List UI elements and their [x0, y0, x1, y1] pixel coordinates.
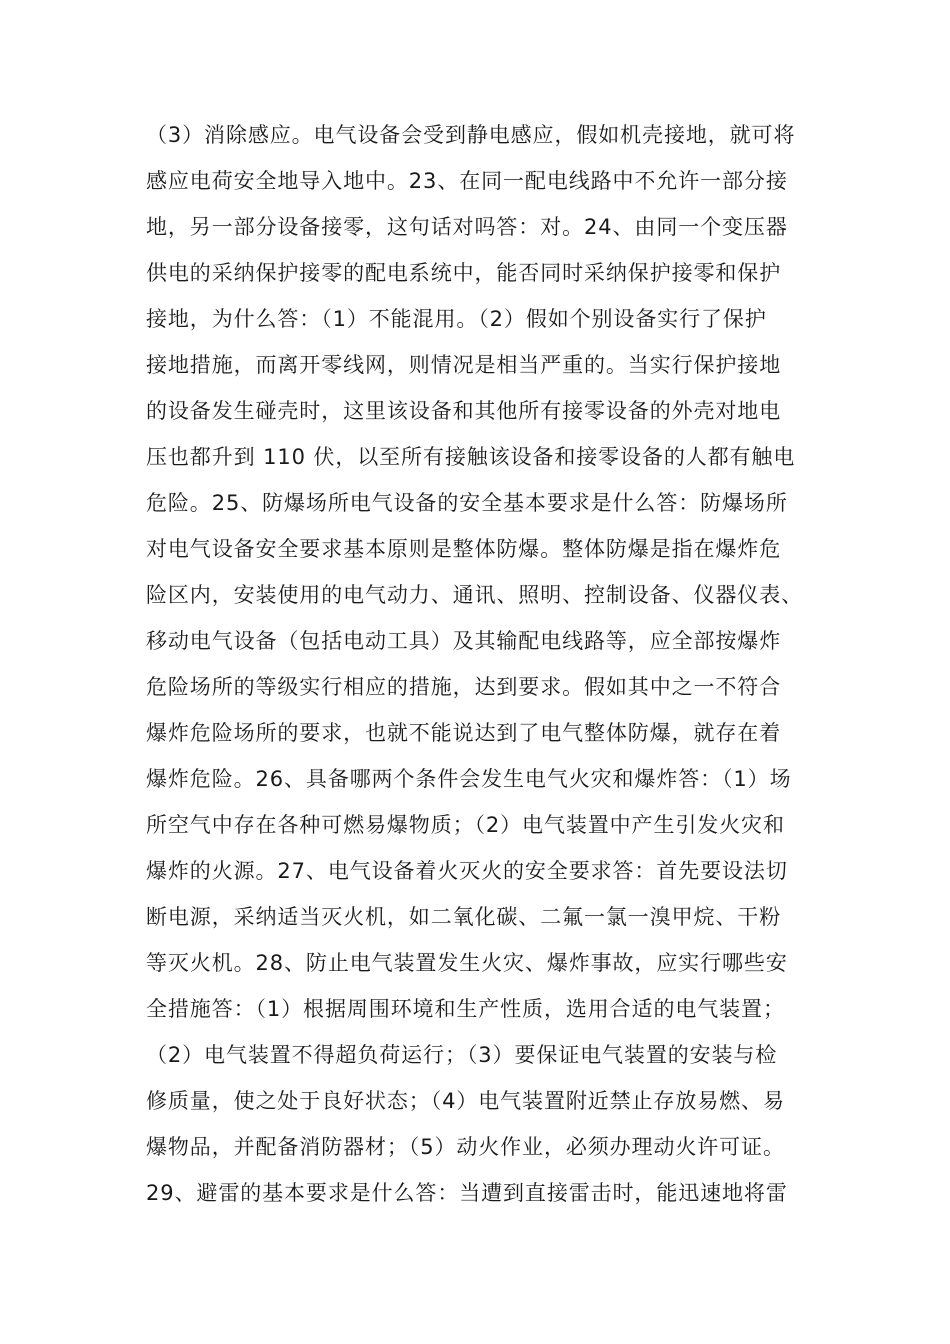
text-line-20: 全措施答：（1）根据周围环境和生产性质，选用合适的电气装置； — [146, 997, 785, 1021]
text-line-14: 爆炸危险场所的要求，也就不能说达到了电气整体防爆，就存在着 — [146, 721, 782, 745]
text-line-9: 危险。25、防爆场所电气设备的安全基本要求是什么答：防爆场所 — [146, 491, 788, 515]
text-line-18: 断电源，采纳适当灭火机，如二氧化碳、二氟一氯一溴甲烷、干粉 — [146, 905, 782, 929]
text-line-8: 压也都升到 110 伏，以至所有接触该设备和接零设备的人都有触电 — [146, 445, 796, 469]
text-line-17: 爆炸的火源。27、电气设备着火灭火的安全要求答：首先要设法切 — [146, 859, 788, 883]
text-line-4: 供电的采纳保护接零的配电系统中，能否同时采纳保护接零和保护 — [146, 261, 782, 285]
text-line-3: 地，另一部分设备接零，这句话对吗答：对。24、由同一个变压器 — [146, 215, 788, 239]
text-line-11: 险区内，安装使用的电气动力、通讯、照明、控制设备、仪器仪表、 — [146, 583, 803, 607]
text-line-22: 修质量，使之处于良好状态；（4）电气装置附近禁止存放易燃、易 — [146, 1089, 785, 1113]
text-line-5: 接地，为什么答：（1）不能混用。（2）假如个别设备实行了保护 — [146, 307, 767, 331]
text-line-21: （2）电气装置不得超负荷运行；（3）要保证电气装置的安装与检 — [146, 1043, 778, 1067]
text-line-10: 对电气设备安全要求基本原则是整体防爆。整体防爆是指在爆炸危 — [146, 537, 782, 561]
text-line-15: 爆炸危险。26、具备哪两个条件会发生电气火灾和爆炸答：（1）场 — [146, 767, 792, 791]
body-text — [146, 112, 826, 1216]
text-line-24: 29、避雷的基本要求是什么答：当遭到直接雷击时，能迅速地将雷 — [146, 1181, 788, 1205]
text-line-13: 危险场所的等级实行相应的措施，达到要求。假如其中之一不符合 — [146, 675, 782, 699]
text-line-16: 所空气中存在各种可燃易爆物质；（2）电气装置中产生引发火灾和 — [146, 813, 785, 837]
text-line-1: （3）消除感应。电气设备会受到静电感应，假如机壳接地，就可将 — [146, 123, 796, 147]
text-line-23: 爆物品，并配备消防器材；（5）动火作业，必须办理动火许可证。 — [146, 1135, 785, 1159]
text-line-6: 接地措施，而离开零线网，则情况是相当严重的。当实行保护接地 — [146, 353, 782, 377]
text-line-7: 的设备发生碰壳时，这里该设备和其他所有接零设备的外壳对地电 — [146, 399, 782, 423]
text-line-2: 感应电荷安全地导入地中。23、在同一配电线路中不允许一部分接 — [146, 169, 788, 193]
text-line-19: 等灭火机。28、防止电气装置发生火灾、爆炸事故，应实行哪些安 — [146, 951, 788, 975]
text-line-12: 移动电气设备（包括电动工具）及其输配电线路等，应全部按爆炸 — [146, 629, 782, 653]
